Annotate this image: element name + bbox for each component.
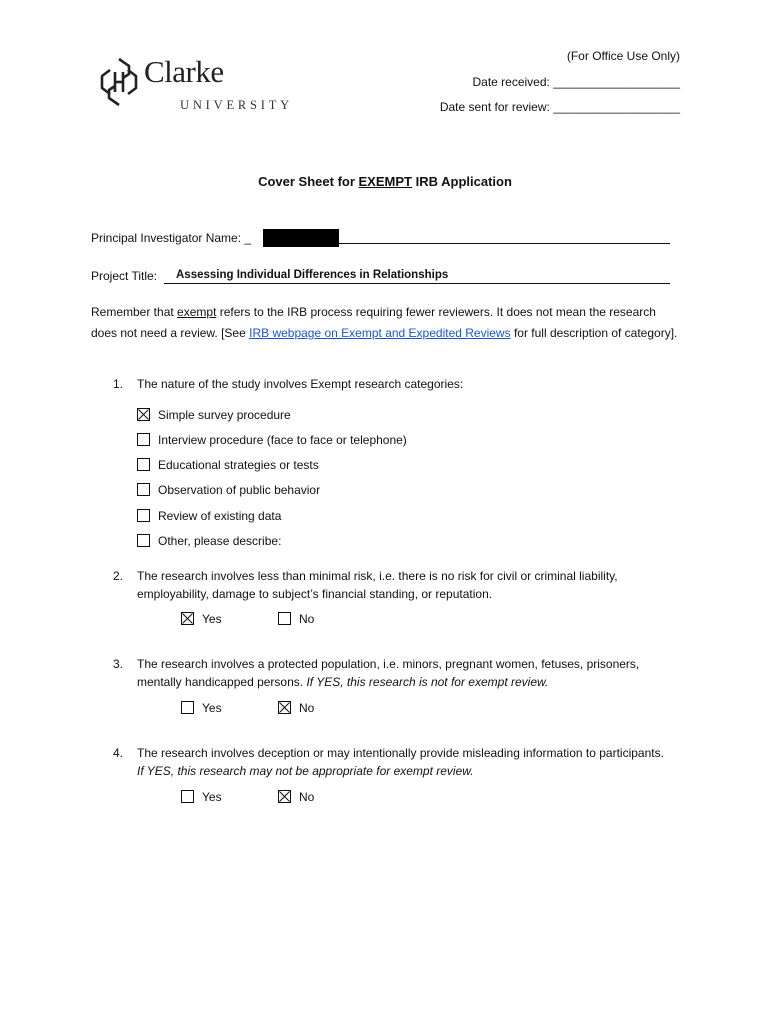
pi-name-label: Principal Investigator Name: _ xyxy=(91,231,252,245)
irb-webpage-link[interactable]: IRB webpage on Exempt and Expedited Reviews xyxy=(249,325,511,340)
logo-wordmark: Clarke xyxy=(144,54,224,89)
checkbox[interactable] xyxy=(137,509,150,522)
clarke-university-logo xyxy=(98,52,308,114)
option-label: Yes xyxy=(202,790,222,804)
document-title xyxy=(0,174,770,189)
intro-text-1: Remember that xyxy=(91,305,178,319)
question-number: 2. xyxy=(113,569,124,583)
question-text xyxy=(137,744,673,780)
checkbox[interactable] xyxy=(181,701,194,714)
checkbox[interactable] xyxy=(278,790,291,803)
question-2 xyxy=(113,567,673,603)
project-title-underline xyxy=(164,283,670,284)
option-label: Yes xyxy=(202,701,222,715)
checkbox[interactable] xyxy=(278,612,291,625)
date-received-field: Date received: ___________________ xyxy=(472,75,680,89)
question-text xyxy=(137,655,673,691)
question-number: 4. xyxy=(113,746,124,760)
checkbox-x-icon xyxy=(279,702,290,713)
date-sent-field: Date sent for review: ___________________ xyxy=(439,100,680,114)
question-body: The research involves less than minimal risk, i.e. there is no risk for civil or criminal liability, employability, damage to subject’s financial standing, or reputation. xyxy=(137,569,618,601)
project-title-label: Project Title: xyxy=(91,269,158,283)
question-body: The research involves a protected population, i.e. minors, pregnant women, fetuses, prisoners, mentally handicapped persons. xyxy=(137,657,640,689)
project-title-row xyxy=(91,269,157,283)
option-label: No xyxy=(299,701,315,715)
checkbox[interactable] xyxy=(137,534,150,547)
office-use-heading: (For Office Use Only) xyxy=(566,49,680,63)
option-label: No xyxy=(299,790,315,804)
checkbox[interactable] xyxy=(137,458,150,471)
project-title-value: Assessing Individual Differences in Relationships xyxy=(176,269,449,281)
checkbox[interactable] xyxy=(181,790,194,803)
question-text: The nature of the study involves Exempt research categories: xyxy=(137,377,464,391)
option-label: Review of existing data xyxy=(158,509,282,523)
pi-name-row xyxy=(91,231,251,245)
checkbox-x-icon xyxy=(138,409,149,420)
option-label: Yes xyxy=(202,612,222,626)
question-4 xyxy=(113,744,673,780)
question-note: If YES, this research is not for exempt review. xyxy=(306,675,549,689)
option-label: No xyxy=(299,612,315,626)
title-prefix: Cover Sheet for xyxy=(258,174,359,189)
checkbox[interactable] xyxy=(181,612,194,625)
intro-text-3: for full description of category]. xyxy=(510,325,678,340)
checkbox[interactable] xyxy=(137,433,150,446)
question-body: The research involves deception or may intentionally provide misleading information to participants. xyxy=(137,746,664,760)
question-number: 3. xyxy=(113,657,124,671)
option-label: Observation of public behavior xyxy=(158,483,321,497)
intro-text-2: refers to the IRB process requiring fewer reviewers. It does not mean the research does not need a review. [See xyxy=(91,305,656,340)
checkbox-x-icon xyxy=(182,613,193,624)
intro-paragraph xyxy=(91,302,681,343)
redacted-pi-name xyxy=(263,229,339,247)
checkbox[interactable] xyxy=(137,483,150,496)
question-3 xyxy=(113,655,673,691)
option-label: Interview procedure (face to face or telephone) xyxy=(158,433,407,447)
option-label: Other, please describe: xyxy=(158,534,282,548)
clarke-logo-mark-icon xyxy=(98,56,140,108)
checkbox-x-icon xyxy=(279,791,290,802)
question-number: 1. xyxy=(113,377,124,391)
pi-name-underline xyxy=(339,243,670,244)
checkbox[interactable] xyxy=(278,701,291,714)
logo-subline: UNIVERSITY xyxy=(180,98,293,112)
title-suffix: IRB Application xyxy=(411,174,512,189)
intro-term: exempt xyxy=(177,305,217,319)
question-1 xyxy=(113,375,673,393)
title-emphasis: EXEMPT xyxy=(358,174,412,189)
checkbox[interactable] xyxy=(137,408,150,421)
question-note: If YES, this research may not be appropriate for exempt review. xyxy=(137,764,474,778)
question-text xyxy=(137,567,673,603)
option-label: Educational strategies or tests xyxy=(158,458,319,472)
option-label: Simple survey procedure xyxy=(158,408,291,422)
